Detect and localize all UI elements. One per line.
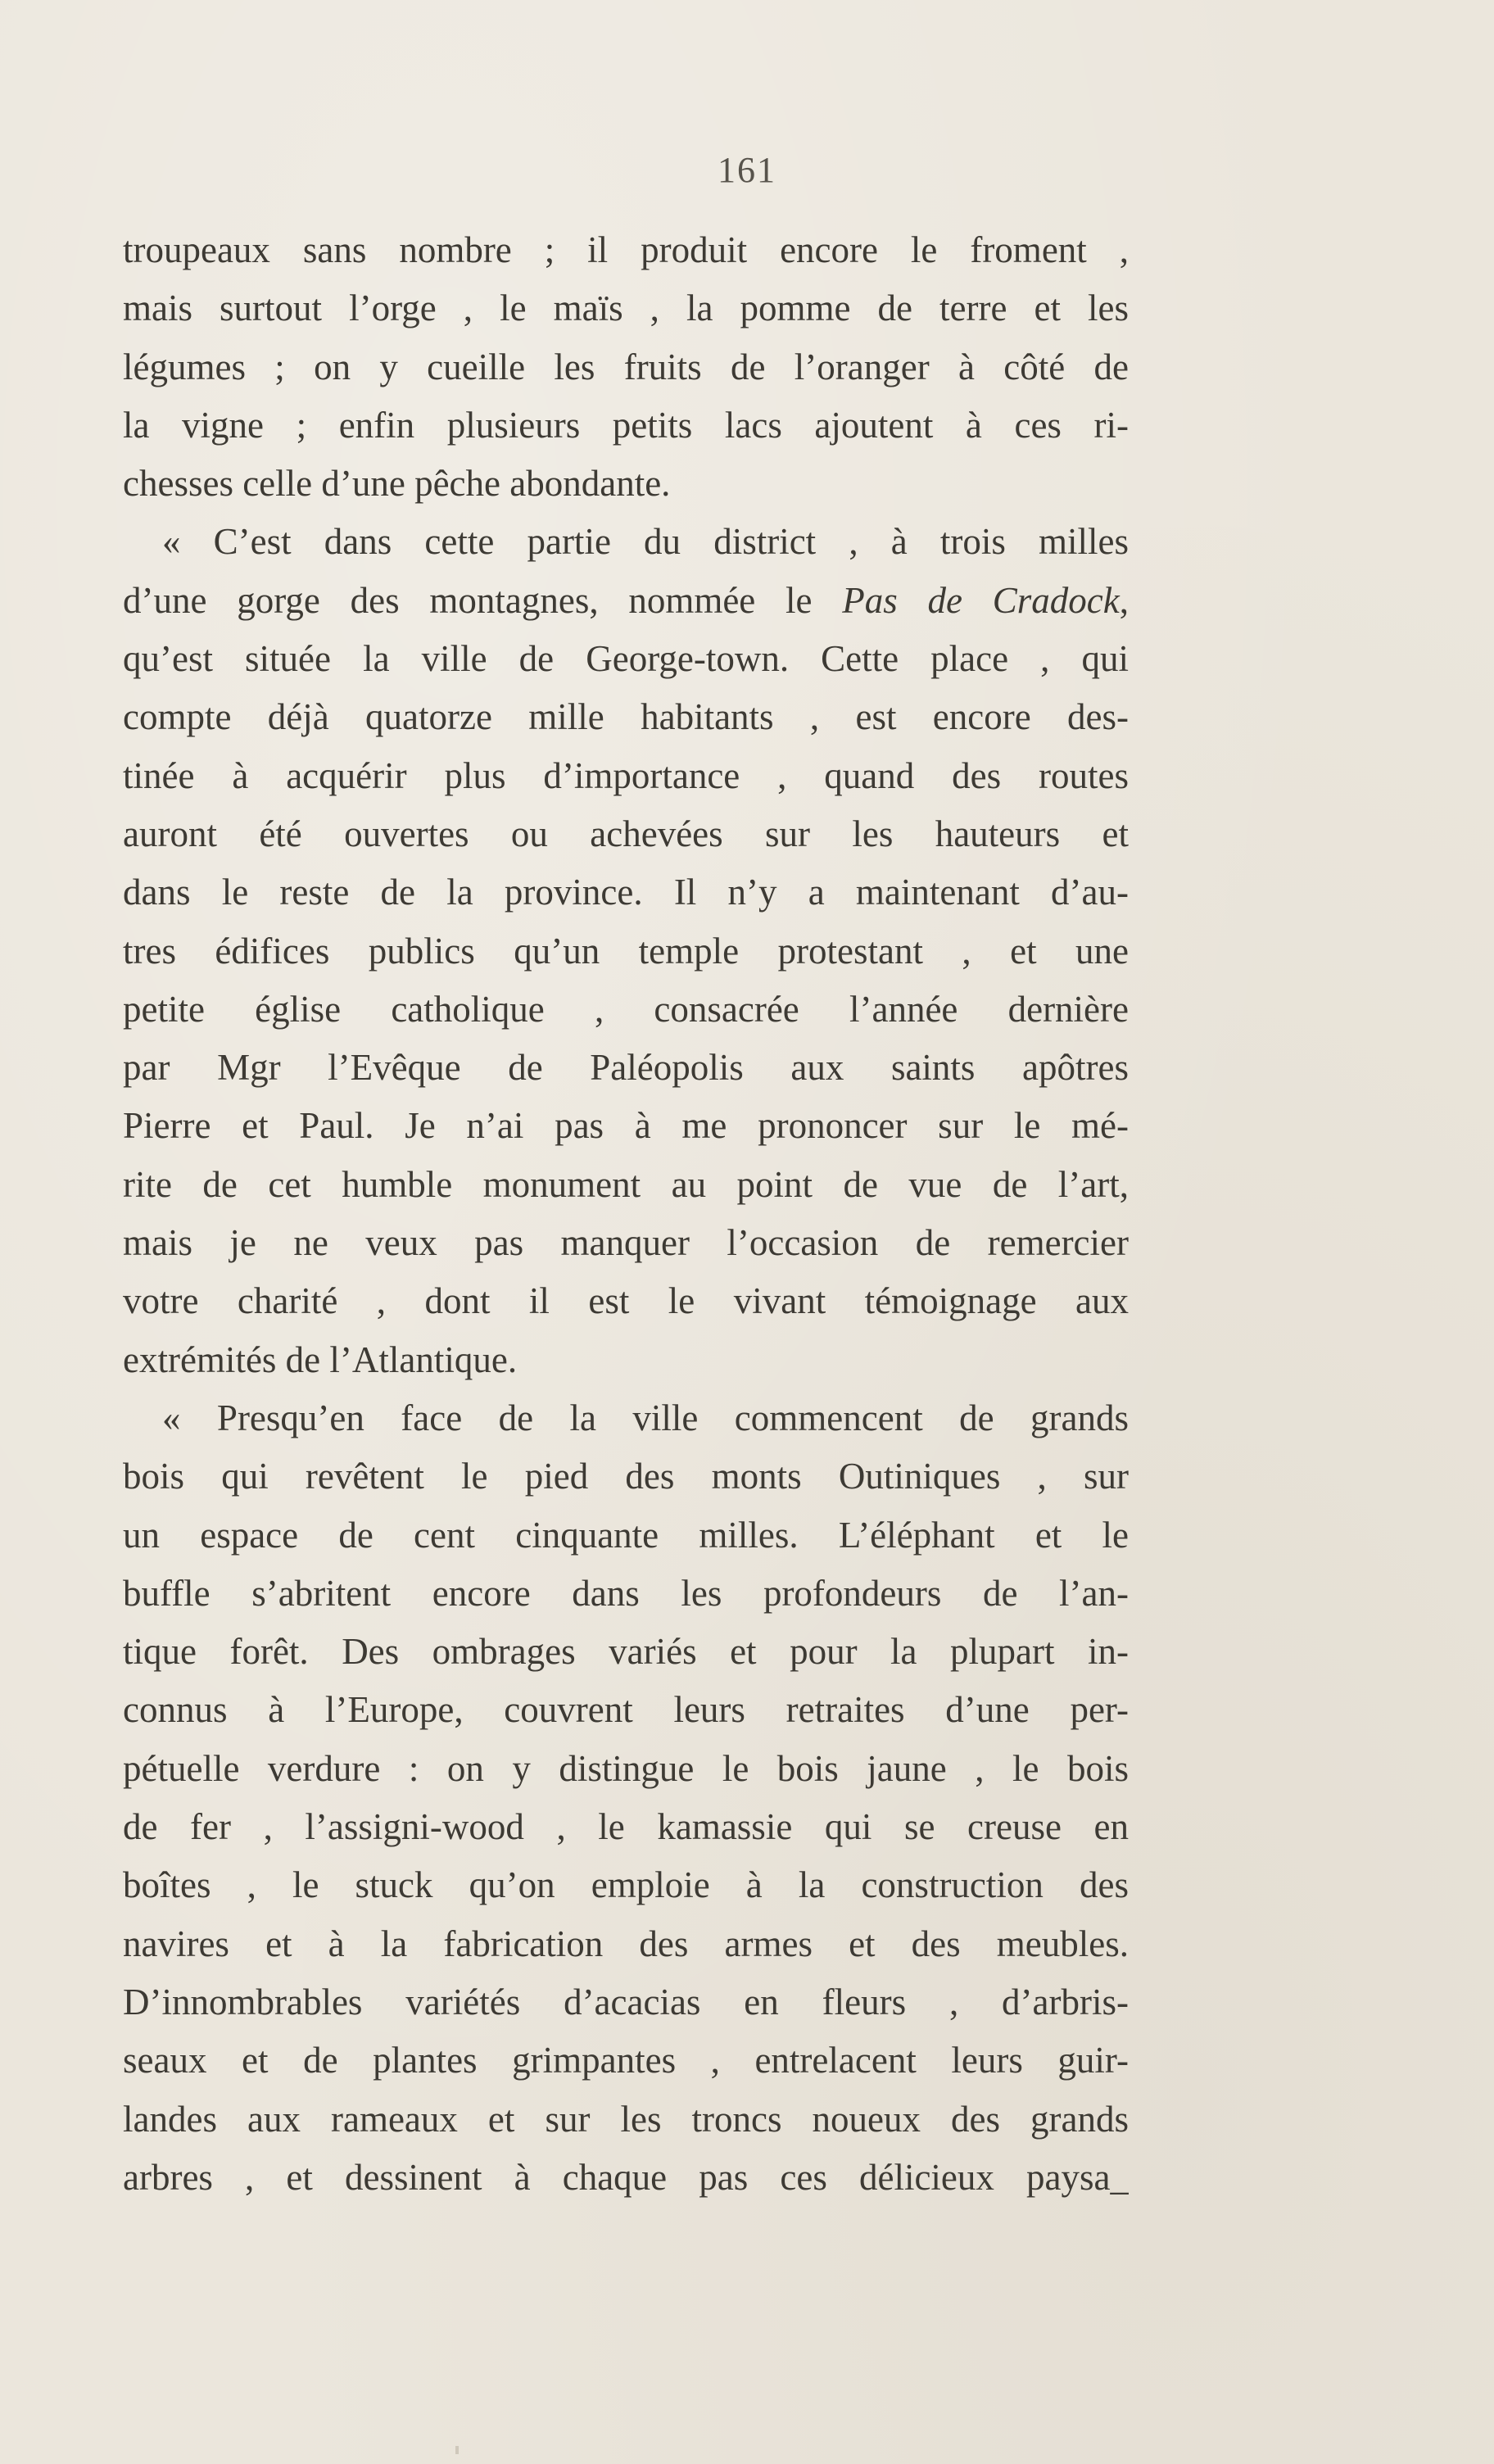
text-line: navires et à la fabrication des armes et des meubles.	[123, 1923, 1129, 1964]
text-line: boîtes , le stuck qu’on emploie à la construction des	[123, 1864, 1129, 1906]
text-line: compte déjà quatorze mille habitants , est encore des-	[123, 696, 1129, 738]
text-line: légumes ; on y cueille les fruits de l’oranger à côté de	[123, 346, 1129, 387]
text-line: dans le reste de la province. Il n’y a maintenant d’au-	[123, 872, 1129, 913]
text-line: qu’est située la ville de George-town. Cette place , qui	[123, 638, 1129, 680]
paper-speck	[455, 2446, 459, 2454]
text-segment: ,	[1119, 579, 1129, 621]
text-line: « C’est dans cette partie du district , à trois milles	[162, 521, 1129, 563]
text-line: tres édifices publics qu’un temple protestant , et une	[123, 930, 1129, 972]
text-line: « Presqu’en face de la ville commencent de grands	[162, 1397, 1129, 1438]
text-line: connus à l’Europe, couvrent leurs retraites d’une per-	[123, 1689, 1129, 1731]
page-number: 161	[718, 150, 776, 190]
text-line: de fer , l’assigni-wood , le kamassie qui se creuse en	[123, 1806, 1129, 1848]
text-line: tique forêt. Des ombrages variés et pour la plupart in-	[123, 1631, 1129, 1673]
text-line: chesses celle d’une pêche abondante.	[123, 463, 671, 505]
text-line: troupeaux sans nombre ; il produit encore le froment ,	[123, 229, 1129, 270]
text-line: votre charité , dont il est le vivant témoignage aux	[123, 1280, 1129, 1322]
text-line: auront été ouvertes ou achevées sur les hauteurs et	[123, 813, 1129, 854]
text-line: mais je ne veux pas manquer l’occasion de remercier	[123, 1222, 1129, 1264]
body-text	[123, 221, 1129, 2207]
text-line: buffle s’abritent encore dans les profondeurs de l’an-	[123, 1572, 1129, 1614]
text-line: D’innombrables variétés d’acacias en fleurs , d’arbris-	[123, 1981, 1129, 2022]
text-line: mais surtout l’orge , le maïs , la pomme de terre et les	[123, 288, 1129, 329]
text-segment: d’une gorge des montagnes, nommée le	[123, 579, 843, 621]
text-line: tinée à acquérir plus d’importance , quand des routes	[123, 754, 1129, 796]
text-line: Pierre et Paul. Je n’ai pas à me prononcer sur le mé-	[123, 1105, 1129, 1147]
text-line: un espace de cent cinquante milles. L’éléphant et le	[123, 1514, 1129, 1556]
text-line: pétuelle verdure : on y distingue le bois jaune , le bois	[123, 1747, 1129, 1789]
text-line: petite église catholique , consacrée l’année dernière	[123, 988, 1129, 1030]
text-line	[123, 572, 1129, 630]
text-line: seaux et de plantes grimpantes , entrelacent leurs guir-	[123, 2040, 1129, 2081]
text-line: arbres , et dessinent à chaque pas ces délicieux paysa_	[123, 2156, 1129, 2198]
text-line: rite de cet humble monument au point de vue de l’art,	[123, 1163, 1129, 1205]
text-line: extrémités de l’Atlantique.	[123, 1338, 518, 1380]
text-line: landes aux rameaux et sur les troncs noueux des grands	[123, 2098, 1129, 2140]
place-name-italic: Pas de Cradock	[842, 579, 1120, 621]
text-line: bois qui revêtent le pied des monts Outiniques , sur	[123, 1456, 1129, 1497]
text-line: par Mgr l’Evêque de Paléopolis aux saints apôtres	[123, 1047, 1129, 1089]
text-line: la vigne ; enfin plusieurs petits lacs ajoutent à ces ri-	[123, 404, 1129, 446]
